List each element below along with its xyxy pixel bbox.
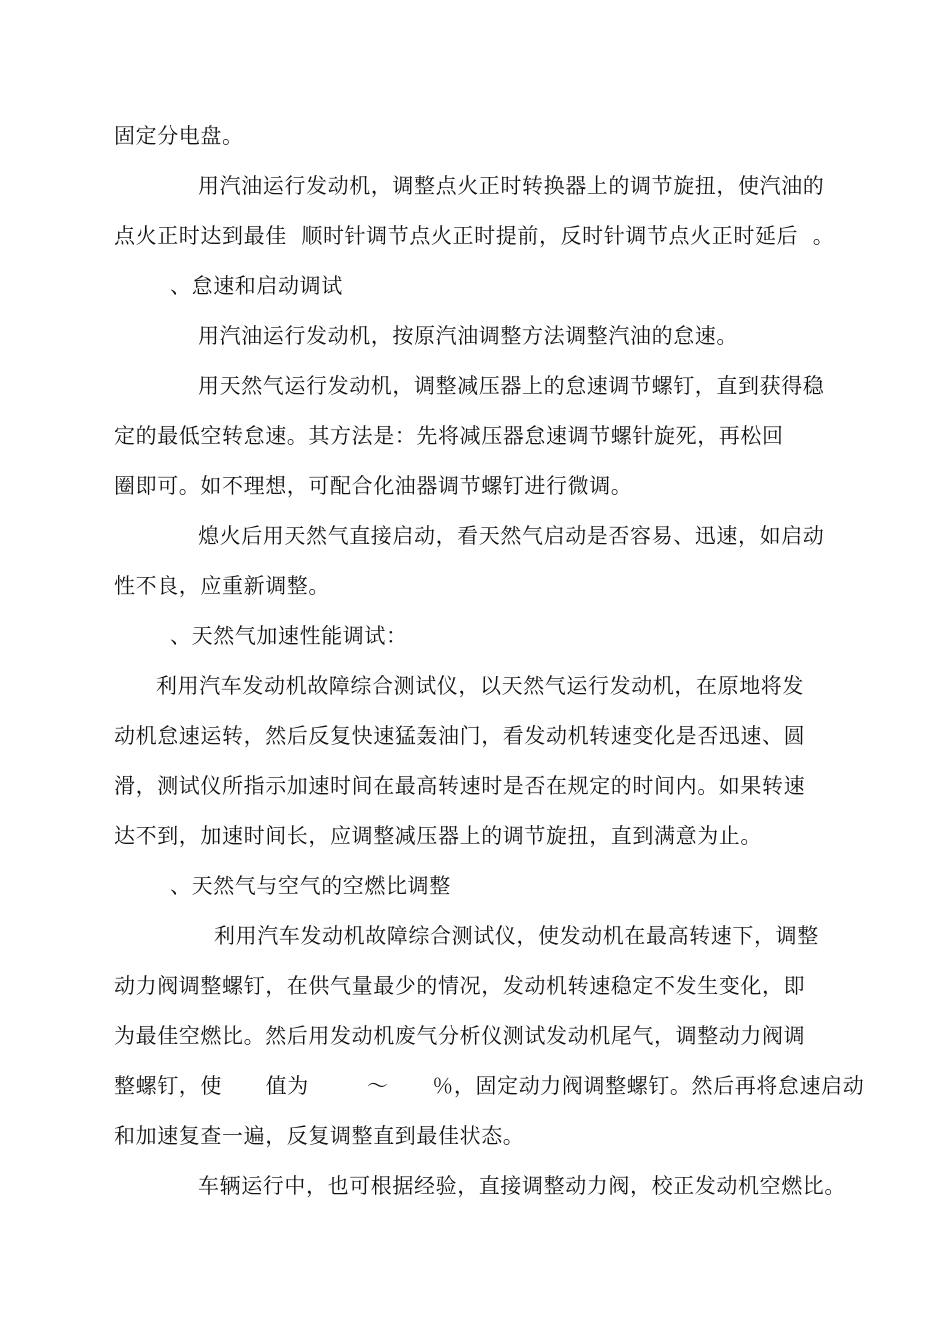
section-heading: 、天然气与空气的空燃比调整 xyxy=(170,874,451,898)
text-line: 固定分电盘。 xyxy=(114,124,244,148)
section-heading: 、天然气加速性能调试： xyxy=(170,624,408,648)
text-line: 车辆运行中，也可根据经验，直接调整动力阀，校正发动机空燃比。 xyxy=(198,1174,846,1198)
text-line: 性不良，应重新调整。 xyxy=(114,574,330,598)
text-line: 用汽油运行发动机，调整点火正时转换器上的调节旋扭，使汽油的 xyxy=(198,174,825,198)
text-line: 整螺钉，使 值为 ～ ％，固定动力阀调整螺钉。然后再将怠速启动 xyxy=(114,1074,865,1098)
text-line: 用天然气运行发动机，调整减压器上的怠速调节螺钉，直到获得稳 xyxy=(198,374,825,398)
text-line: 动机怠速运转，然后反复快速猛轰油门，看发动机转速变化是否迅速、圆 xyxy=(114,724,806,748)
text-line: 滑，测试仪所指示加速时间在最高转速时是否在规定的时间内。如果转速 xyxy=(114,774,806,798)
text-line: 定的最低空转怠速。其方法是：先将减压器怠速调节螺针旋死，再松回 xyxy=(114,424,784,448)
text-line: 点火正时达到最佳 顺时针调节点火正时提前，反时针调节点火正时延后 。 xyxy=(114,224,835,248)
text-line: 利用汽车发动机故障综合测试仪，以天然气运行发动机，在原地将发 xyxy=(156,674,804,698)
text-line: 圈即可。如不理想，可配合化油器调节螺钉进行微调。 xyxy=(114,474,633,498)
text-line: 利用汽车发动机故障综合测试仪，使发动机在最高转速下，调整 xyxy=(214,924,819,948)
text-line: 达不到，加速时间长，应调整减压器上的调节旋扭，直到满意为止。 xyxy=(114,824,762,848)
text-line: 用汽油运行发动机，按原汽油调整方法调整汽油的怠速。 xyxy=(198,324,738,348)
text-line: 熄火后用天然气直接启动，看天然气启动是否容易、迅速，如启动 xyxy=(198,524,825,548)
section-heading: 、怠速和启动调试 xyxy=(170,274,343,298)
text-line: 动力阀调整螺钉，在供气量最少的情况，发动机转速稳定不发生变化，即 xyxy=(114,974,806,998)
text-line: 为最佳空燃比。然后用发动机废气分析仪测试发动机尾气，调整动力阀调 xyxy=(114,1024,806,1048)
text-line: 和加速复查一遍，反复调整直到最佳状态。 xyxy=(114,1124,525,1148)
